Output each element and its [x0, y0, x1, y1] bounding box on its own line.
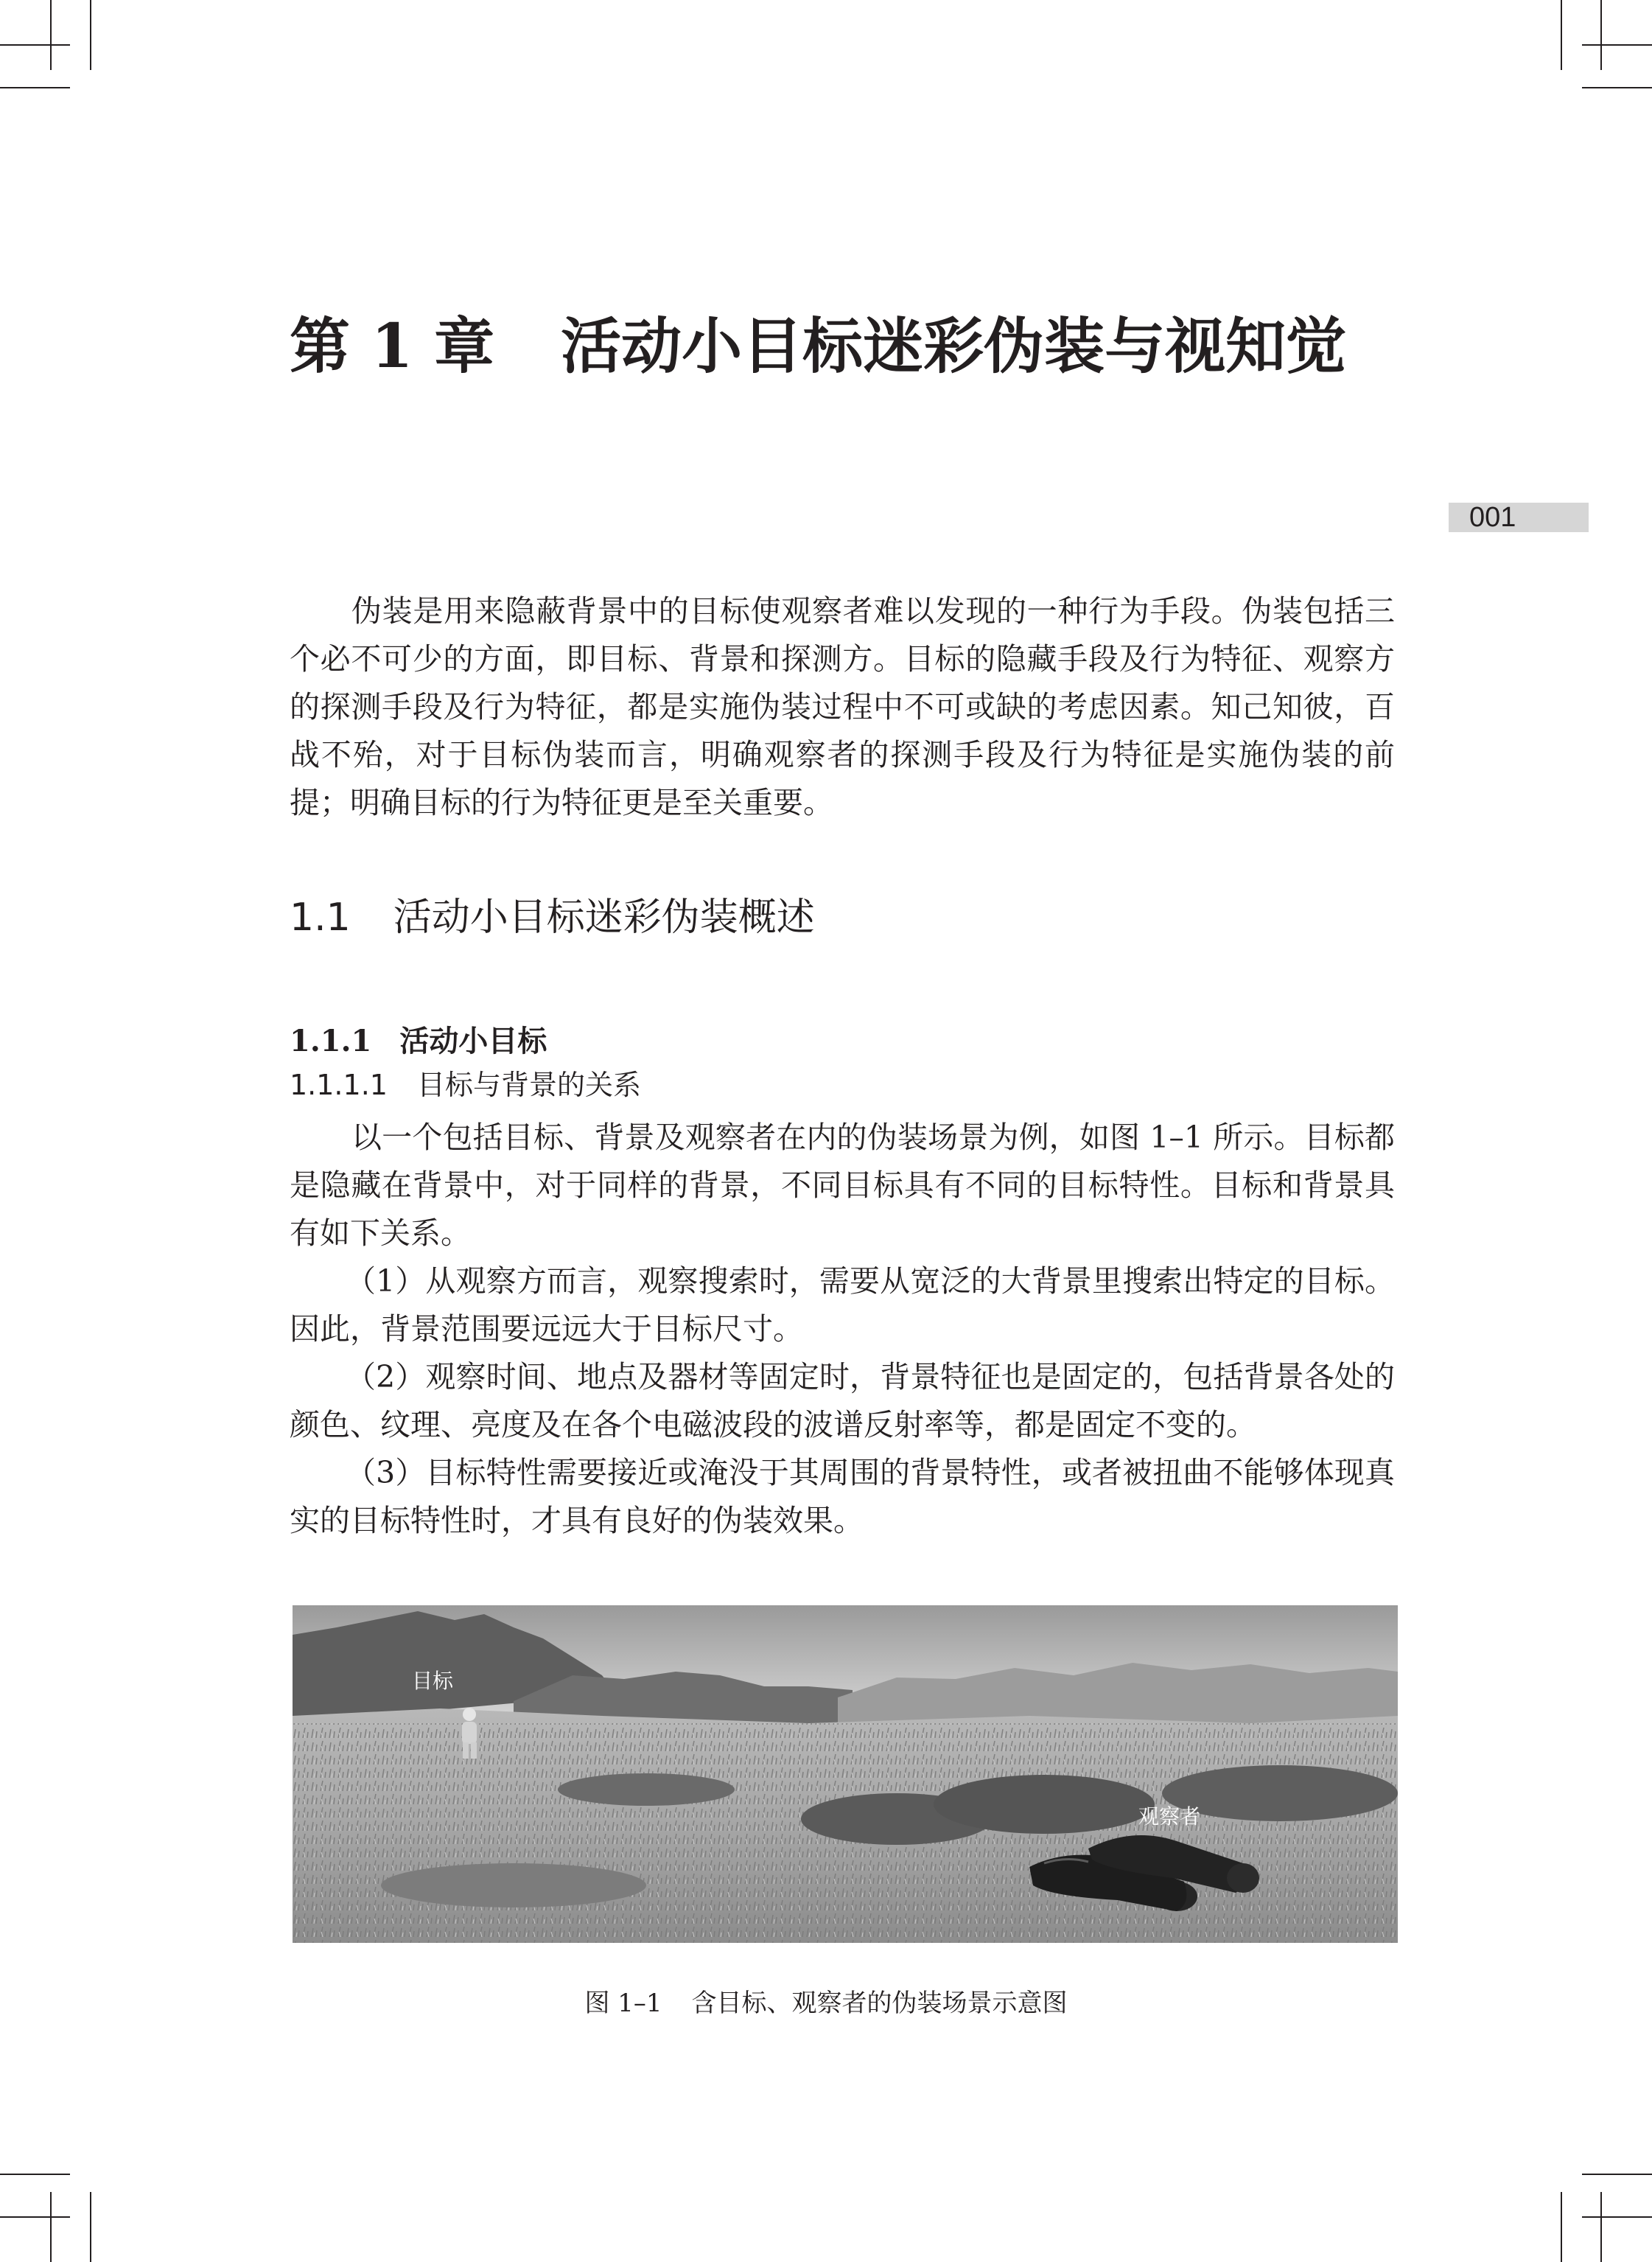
figure-caption-text: 含目标、观察者的伪装场景示意图 [691, 1989, 1068, 2018]
crop-mark [90, 0, 91, 70]
crop-mark [1582, 2216, 1652, 2218]
chapter-title [290, 306, 1439, 387]
shrub [934, 1775, 1155, 1834]
subsubsection-heading [290, 1064, 641, 1106]
crop-mark [0, 44, 70, 46]
observer-label: 观察者 [1138, 1804, 1201, 1829]
page-number-tab [1449, 503, 1589, 532]
shrub [381, 1863, 646, 1907]
scene-illustration [293, 1605, 1398, 1943]
chapter-title-text: 活动小目标迷彩伪装与视知觉 [561, 311, 1347, 382]
chapter-number: 第 1 章 [290, 311, 495, 382]
crop-mark [1582, 2174, 1652, 2175]
crop-mark [50, 2192, 52, 2262]
figure-caption [0, 1986, 1652, 2021]
section-number: 1.1 [290, 896, 351, 940]
crop-mark [1582, 87, 1652, 88]
subsection-title: 活动小目标 [399, 1024, 547, 1058]
crop-mark [1600, 2192, 1602, 2262]
section-title: 活动小目标迷彩伪装概述 [393, 896, 815, 940]
list-item: （2）观察时间、地点及器材等固定时，背景特征也是固定的，包括背景各处的颜色、纹理、亮度及在各个电磁波段的波谱反射率等，都是固定不变的。 [290, 1359, 1395, 1442]
crop-mark [90, 2192, 91, 2262]
list-item: （1）从观察方而言，观察搜索时，需要从宽泛的大背景里搜索出特定的目标。因此，背景范围要远远大于目标尺寸。 [290, 1263, 1395, 1347]
crop-mark [1561, 0, 1562, 70]
subsection-heading [290, 1021, 547, 1062]
subsubsection-title: 目标与背景的关系 [416, 1069, 641, 1101]
shrub [558, 1773, 735, 1806]
crop-mark [0, 87, 70, 88]
crop-mark [1582, 44, 1652, 46]
body-paragraph: 以一个包括目标、背景及观察者在内的伪装场景为例，如图 1–1 所示。目标都是隐藏在背景中，对于同样的背景，不同目标具有不同的目标特性。目标和背景具有如下关系。 [290, 1120, 1395, 1251]
crop-mark [0, 2174, 70, 2175]
crop-mark [1561, 2192, 1562, 2262]
list-item: （3）目标特性需要接近或淹没于其周围的背景特性，或者被扭曲不能够体现真实的目标特性时，才具有良好的伪装效果。 [290, 1455, 1395, 1538]
crop-mark [50, 0, 52, 70]
subsection-number: 1.1.1 [290, 1024, 372, 1058]
crop-mark [0, 2216, 70, 2218]
section-heading [290, 892, 815, 943]
intro-paragraph: 伪装是用来隐蔽背景中的目标使观察者难以发现的一种行为手段。伪装包括三个必不可少的方面，即目标、背景和探测方。目标的隐藏手段及行为特征、观察方的探测手段及行为特征，都是实施伪装过程中不可或缺的考虑因素。知己知彼，百战不殆，对于目标伪装而言，明确观察者的探测手段及行为特征是实施伪装的前提；明确目标的行为特征更是至关重要。 [290, 593, 1395, 820]
target-label: 目标 [412, 1669, 454, 1693]
page-number: 001 [1469, 502, 1516, 533]
crop-mark [1600, 0, 1602, 70]
figure-caption-number: 图 1–1 [584, 1989, 662, 2018]
camouflage-scene-photo [293, 1605, 1398, 1943]
subsubsection-number: 1.1.1.1 [290, 1069, 388, 1101]
